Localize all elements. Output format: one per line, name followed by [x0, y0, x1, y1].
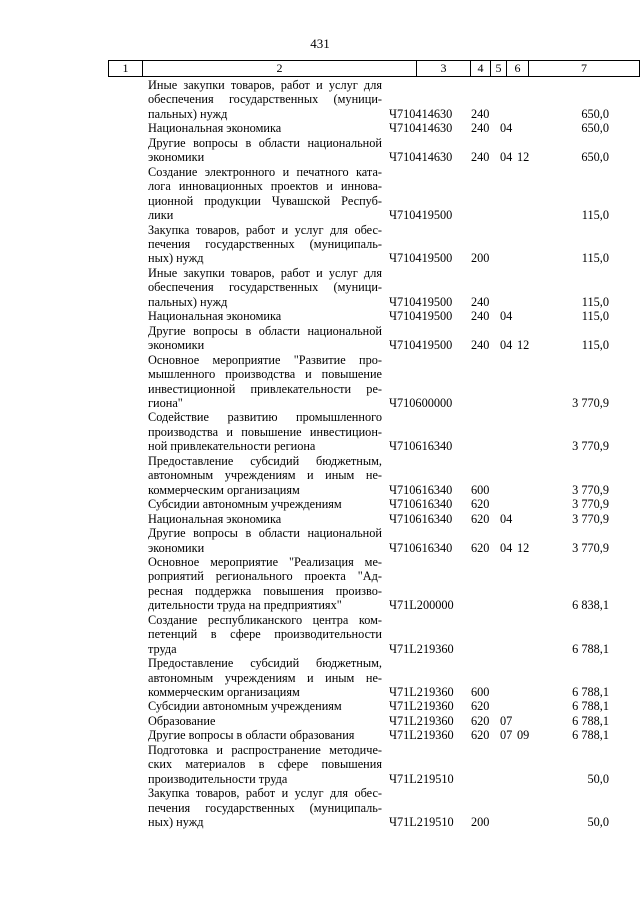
row-name-line: Закупка товаров, работ и услуг для обес-: [148, 786, 382, 801]
header-col-1: 1: [108, 61, 142, 76]
table-row: [0, 526, 640, 555]
row-name: [148, 353, 382, 411]
row-name-line: коммерческим организациям: [148, 685, 300, 700]
row-amount: 3 770,9: [572, 511, 609, 526]
row-code: Ч71L219510: [389, 815, 454, 830]
row-code: Ч71L219360: [389, 641, 454, 656]
row-name-line: печения государственных (муниципаль-: [148, 236, 382, 251]
row-name: [148, 613, 382, 656]
row-amount: 115,0: [581, 338, 609, 353]
row-name: [148, 714, 382, 728]
table-row: [0, 786, 640, 829]
row-name-line: печения государственных (муниципаль-: [148, 800, 382, 815]
row-name-line: экономики: [148, 540, 205, 555]
row-expense-type: 620: [471, 728, 490, 743]
row-name-line: Другие вопросы в области национальной: [148, 323, 382, 338]
row-name-line: Образование: [148, 713, 216, 728]
row-name: [148, 656, 382, 699]
row-expense-type: 240: [471, 309, 490, 324]
table-row: [0, 714, 640, 728]
row-name-line: лога инновационных проектов и иннова-: [148, 179, 382, 194]
row-expense-type: 240: [471, 338, 490, 353]
header-col-2: 2: [142, 61, 416, 76]
row-amount: 650,0: [581, 150, 609, 165]
row-code: Ч710419500: [389, 294, 453, 309]
row-name-line: лики: [148, 208, 174, 223]
row-expense-type: 620: [471, 497, 490, 512]
row-code: Ч71L219360: [389, 728, 454, 743]
row-name-line: Предоставление субсидий бюджетным,: [148, 453, 382, 468]
table-row: [0, 743, 640, 786]
row-name-line: Подготовка и распространение методиче-: [148, 742, 382, 757]
row-name-line: Другие вопросы в области национальной: [148, 526, 382, 541]
row-name: [148, 497, 382, 511]
row-name-line: роприятий регионального проекта "Ад-: [148, 569, 382, 584]
table-row: [0, 497, 640, 511]
row-name-line: петенций в сфере производительности: [148, 627, 382, 642]
row-code: Ч710616340: [389, 482, 453, 497]
table-row: [0, 728, 640, 742]
row-amount: 115,0: [581, 251, 609, 266]
row-amount: 6 788,1: [572, 641, 609, 656]
row-amount: 3 770,9: [572, 395, 609, 410]
table-row: [0, 555, 640, 613]
row-code: Ч710419500: [389, 309, 453, 324]
row-name-line: Основное мероприятие "Развитие про-: [148, 352, 382, 367]
row-code: Ч710419500: [389, 208, 453, 223]
row-expense-type: 620: [471, 699, 490, 714]
table-row: [0, 266, 640, 309]
row-section: 04: [500, 309, 513, 324]
row-amount: 50,0: [587, 815, 609, 830]
row-amount: 3 770,9: [572, 439, 609, 454]
row-name-line: Субсидии автономным учреждениям: [148, 497, 342, 512]
row-name-line: Закупка товаров, работ и услуг для обес-: [148, 222, 382, 237]
row-section: 04: [500, 121, 513, 136]
table-row: [0, 121, 640, 135]
row-name: [148, 165, 382, 223]
row-name-line: Иные закупки товаров, работ и услуг для: [148, 265, 382, 280]
row-amount: 6 838,1: [572, 598, 609, 613]
row-expense-type: 620: [471, 540, 490, 555]
row-amount: 115,0: [581, 294, 609, 309]
row-subsection: 12: [517, 540, 530, 555]
row-code: Ч710600000: [389, 395, 453, 410]
row-name-line: инвестиционной привлекательности ре-: [148, 381, 382, 396]
row-code: Ч71L219360: [389, 713, 454, 728]
row-name-line: мышленного производства и повышение: [148, 367, 382, 382]
row-amount: 3 770,9: [572, 482, 609, 497]
row-name-line: Другие вопросы в области национальной: [148, 135, 382, 150]
row-section: 04: [500, 540, 513, 555]
row-name-line: Иные закупки товаров, работ и услуг для: [148, 78, 382, 92]
row-code: Ч710616340: [389, 439, 453, 454]
row-expense-type: 240: [471, 121, 490, 136]
header-col-3: 3: [416, 61, 470, 76]
row-expense-type: 200: [471, 251, 490, 266]
row-amount: 3 770,9: [572, 497, 609, 512]
header-col-4: 4: [470, 61, 490, 76]
row-name-line: Субсидии автономным учреждениям: [148, 699, 342, 714]
row-name-line: Основное мероприятие "Реализация ме-: [148, 554, 382, 569]
page-number: 431: [310, 36, 330, 51]
row-expense-type: 240: [471, 294, 490, 309]
budget-table-body: [0, 78, 640, 830]
row-amount: 6 788,1: [572, 713, 609, 728]
row-expense-type: 620: [471, 511, 490, 526]
row-expense-type: 240: [471, 150, 490, 165]
row-name: [148, 223, 382, 266]
row-name-line: Национальная экономика: [148, 511, 282, 526]
row-code: Ч710419500: [389, 338, 453, 353]
row-name: [148, 324, 382, 353]
row-amount: 115,0: [581, 208, 609, 223]
table-row: [0, 699, 640, 713]
table-row: [0, 136, 640, 165]
row-name: [148, 728, 382, 742]
row-name: [148, 78, 382, 121]
header-col-6: 6: [506, 61, 528, 76]
table-row: [0, 613, 640, 656]
table-row: [0, 410, 640, 453]
row-name: [148, 512, 382, 526]
row-name-line: ных) нужд: [148, 815, 204, 830]
row-name-line: коммерческим организациям: [148, 482, 300, 497]
row-name-line: Создание электронного и печатного ката-: [148, 164, 382, 179]
row-amount: 50,0: [587, 771, 609, 786]
row-code: Ч710414630: [389, 106, 453, 121]
row-amount: 650,0: [581, 106, 609, 121]
table-row: [0, 309, 640, 323]
row-code: Ч710414630: [389, 121, 453, 136]
row-name-line: труда: [148, 641, 177, 656]
table-row: [0, 78, 640, 121]
row-amount: 6 788,1: [572, 699, 609, 714]
row-code: Ч710419500: [389, 251, 453, 266]
row-name-line: Другие вопросы в области образования: [148, 728, 355, 743]
row-name-line: ционной продукции Чувашской Респуб-: [148, 193, 382, 208]
row-name-line: экономики: [148, 150, 205, 165]
row-name-line: Национальная экономика: [148, 121, 282, 136]
row-name-line: ных) нужд: [148, 251, 204, 266]
row-name-line: производительности труда: [148, 771, 288, 786]
row-amount: 115,0: [581, 309, 609, 324]
row-code: Ч71L219360: [389, 699, 454, 714]
row-code: Ч710616340: [389, 511, 453, 526]
row-name-line: пальных) нужд: [148, 106, 228, 121]
row-name: [148, 526, 382, 555]
row-name-line: ной привлекательности региона: [148, 439, 316, 454]
row-code: Ч71L200000: [389, 598, 454, 613]
row-name: [148, 454, 382, 497]
row-code: Ч710414630: [389, 150, 453, 165]
row-section: 07: [500, 713, 513, 728]
row-name-line: автономным учреждениям и иным не-: [148, 468, 382, 483]
row-name: [148, 743, 382, 786]
row-name-line: производства и повышение инвестицион-: [148, 424, 382, 439]
row-name: [148, 121, 382, 135]
row-name-line: ских материалов в сфере повышения: [148, 757, 382, 772]
row-subsection: 09: [517, 728, 530, 743]
row-expense-type: 600: [471, 685, 490, 700]
row-expense-type: 200: [471, 815, 490, 830]
row-name: [148, 410, 382, 453]
row-name-line: обеспечения государственных (муници-: [148, 92, 382, 107]
row-section: 04: [500, 150, 513, 165]
row-name-line: автономным учреждениям и иным не-: [148, 670, 382, 685]
row-name-line: обеспечения государственных (муници-: [148, 280, 382, 295]
header-col-7: 7: [528, 61, 640, 76]
table-row: [0, 165, 640, 223]
row-amount: 650,0: [581, 121, 609, 136]
row-name: [148, 786, 382, 829]
row-name-line: дительности труда на предприятиях": [148, 598, 342, 613]
table-row: [0, 324, 640, 353]
table-row: [0, 223, 640, 266]
row-expense-type: 620: [471, 713, 490, 728]
row-subsection: 12: [517, 150, 530, 165]
table-row: [0, 512, 640, 526]
row-name: [148, 555, 382, 613]
row-name-line: Создание республиканского центра ком-: [148, 612, 382, 627]
row-name-line: Предоставление субсидий бюджетным,: [148, 656, 382, 671]
row-code: Ч71L219510: [389, 771, 454, 786]
row-section: 07: [500, 728, 513, 743]
row-name-line: ресная поддержка повышения произво-: [148, 583, 382, 598]
row-section: 04: [500, 338, 513, 353]
row-expense-type: 600: [471, 482, 490, 497]
table-row: [0, 454, 640, 497]
row-code: Ч710616340: [389, 497, 453, 512]
row-expense-type: 240: [471, 106, 490, 121]
table-row: [0, 656, 640, 699]
row-name: [148, 136, 382, 165]
row-name-line: гиона": [148, 395, 183, 410]
header-col-5: 5: [490, 61, 506, 76]
row-name-line: Содействие развитию промышленного: [148, 410, 382, 425]
table-row: [0, 353, 640, 411]
row-amount: 6 788,1: [572, 728, 609, 743]
row-code: Ч710616340: [389, 540, 453, 555]
row-name: [148, 699, 382, 713]
row-name-line: пальных) нужд: [148, 294, 228, 309]
row-amount: 3 770,9: [572, 540, 609, 555]
row-section: 04: [500, 511, 513, 526]
row-name-line: Национальная экономика: [148, 309, 282, 324]
row-amount: 6 788,1: [572, 685, 609, 700]
row-code: Ч71L219360: [389, 685, 454, 700]
row-name: [148, 309, 382, 323]
row-name-line: экономики: [148, 338, 205, 353]
row-name: [148, 266, 382, 309]
row-subsection: 12: [517, 338, 530, 353]
table-header: [108, 60, 640, 77]
